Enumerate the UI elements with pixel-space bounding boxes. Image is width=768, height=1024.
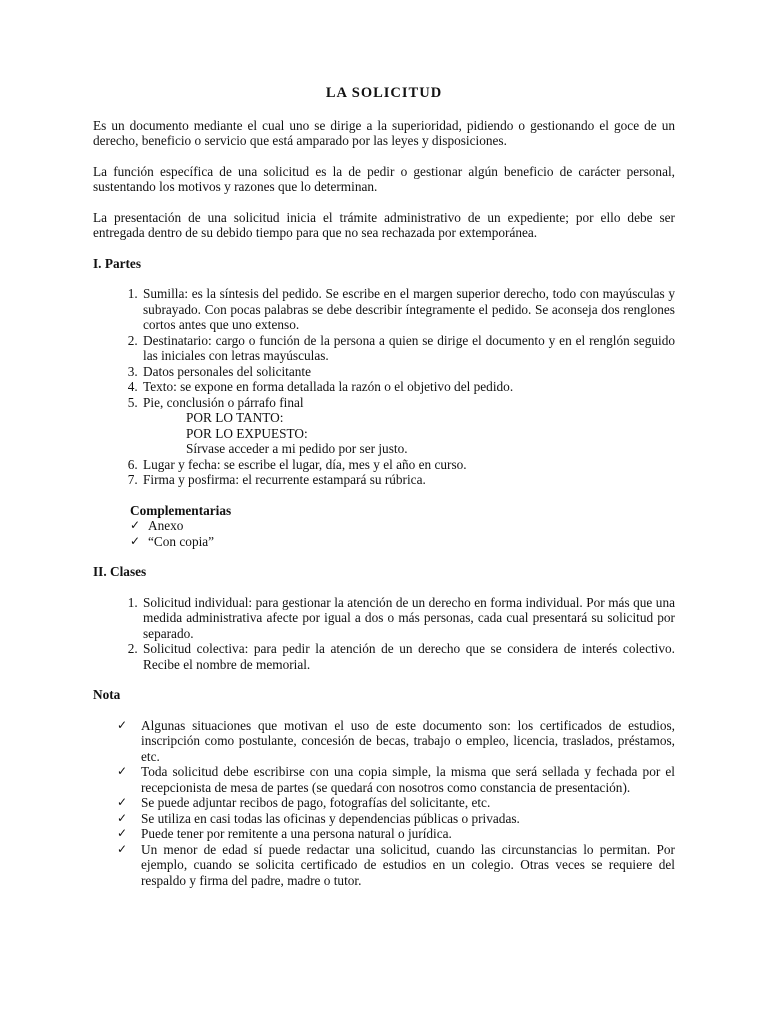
intro-paragraph-3: La presentación de una solicitud inicia el trámite administrativo de un expediente; por ello debe ser entregada dentro de su debido tiempo para que no sea rechazada por extemporánea.	[93, 209, 675, 240]
intro-paragraph-1: Es un documento mediante el cual uno se dirige a la superioridad, pidiendo o gestionando el goce de un derecho, beneficio o servicio que está amparado por las leyes y disposiciones.	[93, 117, 675, 148]
partes-item-firma: 7. Firma y posfirma: el recurrente estampará su rúbrica.	[141, 472, 675, 488]
checkmark-icon: ✓	[130, 533, 141, 548]
nota-item: ✓ Toda solicitud debe escribirse con una copia simple, la misma que será sellada y fechada por el recepcionista de mesa de partes (se quedará con nosotros como constancia de presentación).	[117, 764, 675, 795]
complementarias-item-con-copia: ✓ “Con copia”	[130, 533, 215, 549]
nota-item: ✓ Algunas situaciones que motivan el uso de este documento son: los certificados de estudios, inscripción como postulante, concesión de becas, trabajo o empleo, licencia, traslados, préstamos, etc.	[117, 717, 675, 764]
pie-line-sirvase: Sírvase acceder a mi pedido por ser justo.	[186, 441, 408, 456]
complementarias-block	[130, 503, 675, 550]
document-title: LA SOLICITUD	[325, 85, 443, 101]
clases-item-individual: 1. Solicitud individual: para gestionar la atención de un derecho en forma individual. Por más que una medida administrativa afecte por igual a dos o más personas, cada cual presentará su solicitud por separado.	[141, 595, 675, 642]
section-heading-clases: II. Clases	[93, 564, 147, 579]
section-heading-partes: I. Partes	[93, 255, 141, 271]
partes-list	[93, 286, 675, 488]
complementarias-title: Complementarias	[130, 502, 232, 518]
pie-line-por-lo-expuesto: POR LO EXPUESTO:	[186, 425, 308, 441]
nota-item: ✓ Se puede adjuntar recibos de pago, fotografías del solicitante, etc.	[117, 795, 491, 810]
complementarias-item-anexo: ✓ Anexo	[130, 518, 184, 533]
section-heading-nota: Nota	[93, 687, 121, 702]
clases-list	[93, 595, 675, 673]
checkmark-icon: ✓	[117, 841, 128, 856]
complementarias-list	[130, 518, 675, 549]
checkmark-icon: ✓	[117, 826, 128, 840]
nota-item: ✓ Se utiliza en casi todas las oficinas y dependencias públicas o privadas.	[117, 810, 520, 826]
pie-line-por-lo-tanto: POR LO TANTO:	[186, 410, 284, 425]
intro-paragraph-2: La función específica de una solicitud es la de pedir o gestionar algún beneficio de carácter personal, sustentando los motivos y razones que lo determinan.	[93, 163, 675, 194]
partes-item-sumilla: 1. Sumilla: es la síntesis del pedido. Se escribe en el margen superior derecho, todo con mayúsculas y subrayado. Con pocas palabras se debe describir íntegramente el pedido. Se aconseja dos renglones cortos antes que uno extenso.	[141, 286, 675, 333]
checkmark-icon: ✓	[117, 717, 128, 732]
partes-item-pie: 5. Pie, conclusión o párrafo final POR LO TANTO: POR LO EXPUESTO: Sírvase acceder a mi pedido por ser justo.	[141, 395, 675, 457]
checkmark-icon: ✓	[117, 810, 128, 825]
partes-item-lugar-fecha: 6. Lugar y fecha: se escribe el lugar, día, mes y el año en curso.	[141, 457, 675, 473]
nota-item: ✓ Un menor de edad sí puede redactar una solicitud, cuando las circunstancias lo permitan. Por ejemplo, cuando se solicita certificado de estudios en un colegio. Otras veces se requiere del respaldo y firma del padre, madre o tutor.	[117, 841, 675, 888]
clases-item-colectiva: 2. Solicitud colectiva: para pedir la atención de un derecho que se considera de interés colectivo. Recibe el nombre de memorial.	[141, 641, 675, 672]
checkmark-icon: ✓	[117, 764, 128, 778]
partes-item-texto: 4. Texto: se expone en forma detallada la razón o el objetivo del pedido.	[141, 379, 675, 395]
nota-item: ✓ Puede tener por remitente a una persona natural o jurídica.	[117, 826, 452, 841]
checkmark-icon: ✓	[117, 795, 128, 809]
partes-item-datos: 3. Datos personales del solicitante	[141, 364, 675, 380]
nota-list	[117, 718, 675, 889]
partes-item-destinatario: 2. Destinatario: cargo o función de la persona a quien se dirige el documento y en el renglón seguido las iniciales con letras mayúsculas.	[141, 333, 675, 364]
checkmark-icon: ✓	[130, 518, 141, 532]
